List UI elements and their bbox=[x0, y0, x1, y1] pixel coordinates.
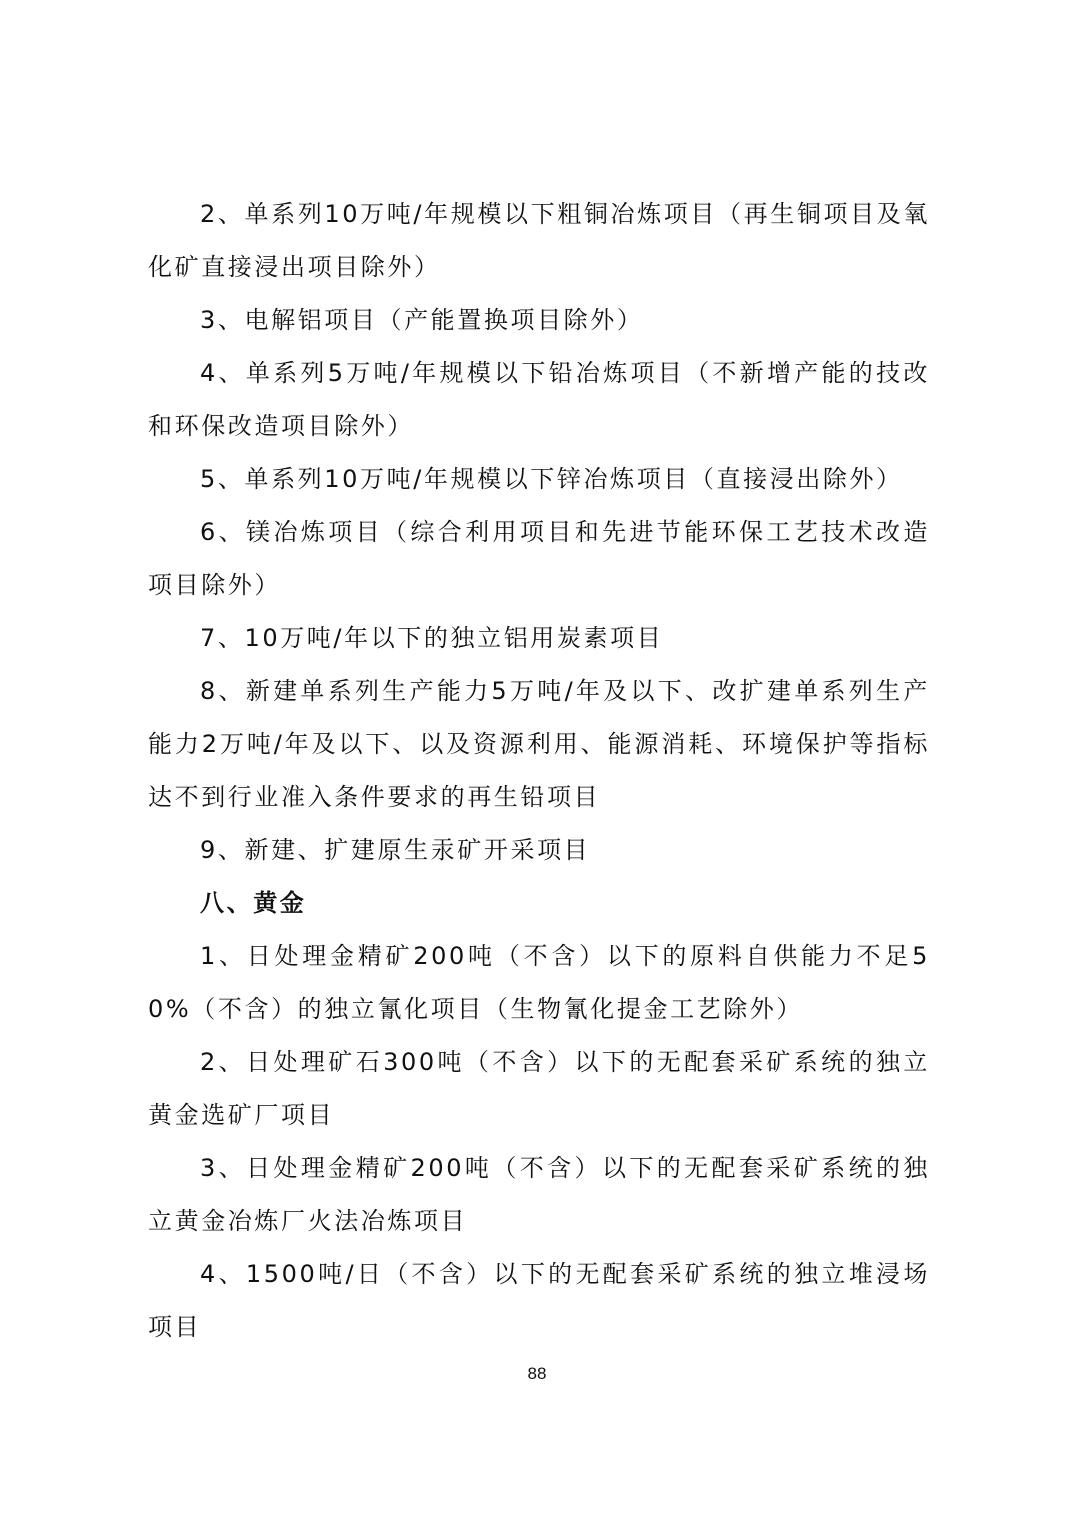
list-item: 7、10万吨/年以下的独立铝用炭素项目 bbox=[200, 624, 664, 652]
list-item: 3、电解铝项目（产能置换项目除外） bbox=[200, 306, 644, 334]
page-number: 88 bbox=[527, 1364, 547, 1383]
list-item: 2、单系列10万吨/年规模以下粗铜冶炼项目（再生铜项目及氧化矿直接浸出项目除外） bbox=[148, 200, 930, 281]
list-item: 3、日处理金精矿200吨（不含）以下的无配套采矿系统的独立黄金冶炼厂火法冶炼项目 bbox=[148, 1154, 930, 1235]
list-item: 5、单系列10万吨/年规模以下锌冶炼项目（直接浸出除外） bbox=[200, 465, 903, 493]
section-heading: 八、黄金 bbox=[200, 889, 307, 917]
list-item: 4、1500吨/日（不含）以下的无配套采矿系统的独立堆浸场项目 bbox=[148, 1260, 930, 1341]
list-item: 2、日处理矿石300吨（不含）以下的无配套采矿系统的独立黄金选矿厂项目 bbox=[148, 1048, 930, 1129]
list-item: 8、新建单系列生产能力5万吨/年及以下、改扩建单系列生产能力2万吨/年及以下、以及资源利用、能源消耗、环境保护等指标达不到行业准入条件要求的再生铅项目 bbox=[148, 677, 930, 811]
list-item: 9、新建、扩建原生汞矿开采项目 bbox=[200, 836, 591, 864]
document-body bbox=[148, 188, 930, 1354]
list-item: 4、单系列5万吨/年规模以下铅冶炼项目（不新增产能的技改和环保改造项目除外） bbox=[148, 359, 930, 440]
list-item: 1、日处理金精矿200吨（不含）以下的原料自供能力不足50%（不含）的独立氰化项目（生物氰化提金工艺除外） bbox=[148, 942, 930, 1023]
list-item: 6、镁冶炼项目（综合利用项目和先进节能环保工艺技术改造项目除外） bbox=[148, 518, 930, 599]
